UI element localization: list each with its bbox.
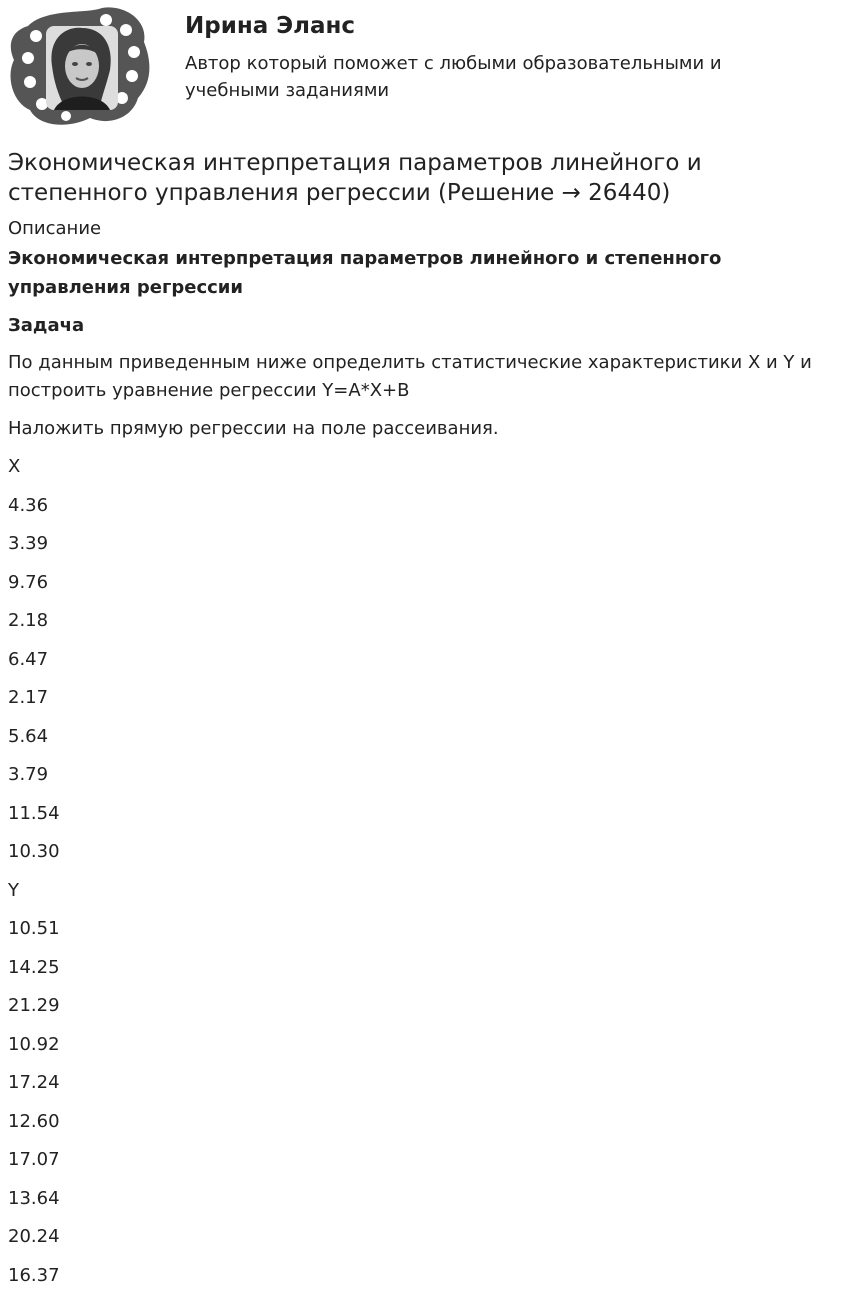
data-value: 2.17 bbox=[8, 687, 49, 708]
task-heading: Задача bbox=[8, 315, 85, 336]
data-value: 20.24 bbox=[8, 1226, 60, 1247]
task-paragraph: По данным приведенным ниже определить статистические характеристики X и Y и построить уравнение регрессии Y=A*X+B bbox=[8, 352, 812, 401]
task-paragraph: Наложить прямую регрессии на поле рассеивания. bbox=[8, 418, 499, 439]
data-value: 4.36 bbox=[8, 494, 49, 516]
author-avatar[interactable] bbox=[6, 6, 152, 128]
variable-label: X bbox=[8, 456, 21, 477]
data-value: 3.39 bbox=[8, 533, 49, 554]
data-value: 5.64 bbox=[8, 725, 49, 747]
reel-hole bbox=[126, 70, 138, 82]
description-section bbox=[8, 216, 843, 1300]
data-value: 10.51 bbox=[8, 918, 60, 939]
data-values-list bbox=[8, 453, 843, 1300]
data-value: 17.24 bbox=[8, 1072, 60, 1093]
author-name[interactable]: Ирина Эланс bbox=[185, 13, 356, 39]
reel-hole bbox=[30, 30, 42, 42]
author-description: Автор который поможет с любыми образовательными и учебными заданиями bbox=[185, 53, 722, 101]
data-value: 6.47 bbox=[8, 648, 49, 670]
reel-hole bbox=[100, 14, 112, 26]
page-title: Экономическая интерпретация параметров линейного и степенного управления регрессии (Решение → 26440) bbox=[8, 150, 702, 206]
data-value: 3.79 bbox=[8, 764, 49, 785]
reel-hole bbox=[61, 111, 71, 121]
description-label: Описание bbox=[8, 218, 102, 239]
description-heading: Экономическая интерпретация параметров линейного и степенного управления регрессии bbox=[8, 248, 722, 298]
data-value: 12.60 bbox=[8, 1110, 60, 1132]
data-value: 14.25 bbox=[8, 956, 60, 978]
reel-hole bbox=[128, 46, 140, 58]
data-value: 13.64 bbox=[8, 1187, 60, 1209]
reel-hole bbox=[120, 24, 132, 36]
reel-hole bbox=[24, 76, 36, 88]
author-block bbox=[0, 0, 847, 140]
data-value: 10.30 bbox=[8, 841, 60, 862]
data-value: 11.54 bbox=[8, 802, 60, 824]
reel-hole bbox=[22, 52, 34, 64]
data-value: 17.07 bbox=[8, 1149, 60, 1170]
data-value: 9.76 bbox=[8, 571, 49, 593]
variable-label: Y bbox=[8, 879, 19, 901]
data-value: 2.18 bbox=[8, 610, 49, 631]
data-value: 21.29 bbox=[8, 995, 60, 1016]
data-value: 16.37 bbox=[8, 1264, 60, 1286]
data-value: 10.92 bbox=[8, 1033, 60, 1055]
